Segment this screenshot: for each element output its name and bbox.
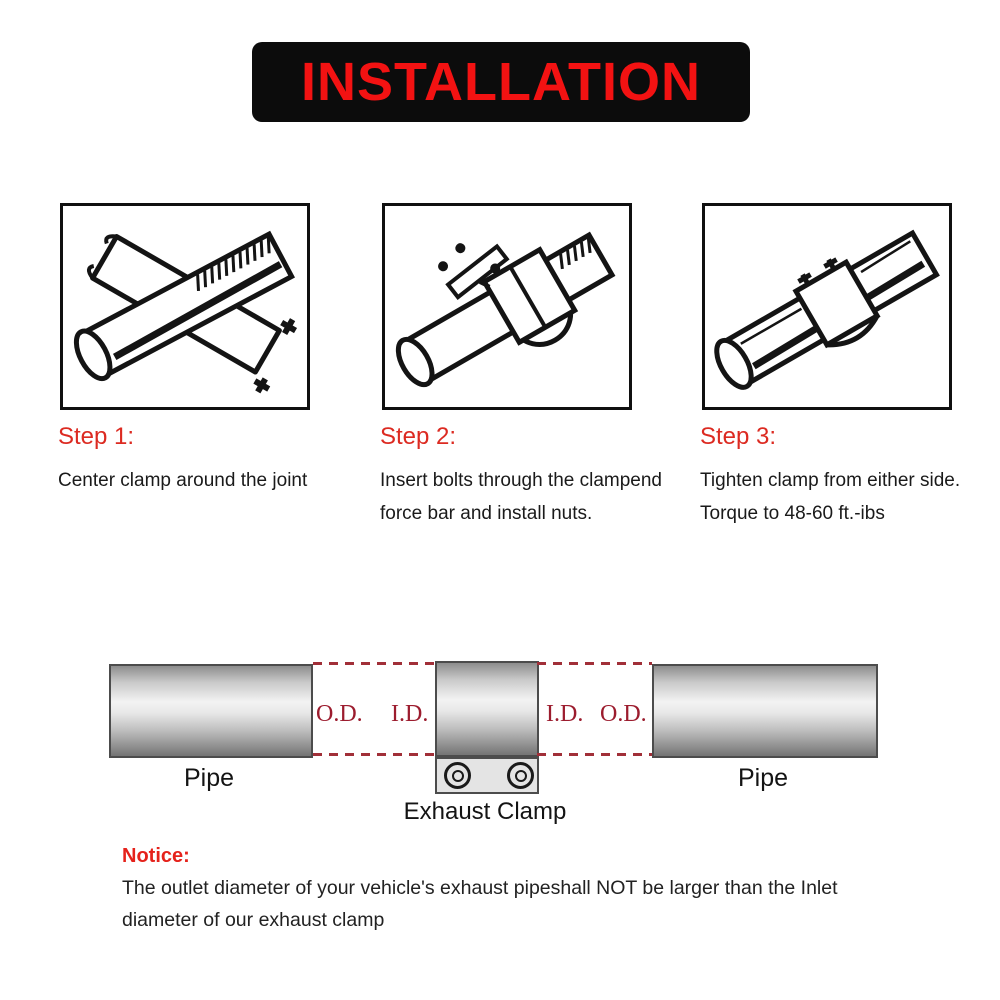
dashed-guide-line-bottom-left — [313, 753, 435, 756]
od-label-right: O.D. — [600, 701, 647, 727]
right-pipe-graphic — [652, 664, 878, 758]
clamp-bolt-end-icon — [507, 762, 534, 789]
step3-description-line1: Tighten clamp from either side. — [700, 470, 961, 491]
step1-label: Step 1: — [58, 423, 135, 450]
step3-description-line2: Torque to 48-60 ft.-ibs — [700, 503, 885, 524]
dashed-guide-line-top-right — [537, 662, 652, 665]
left-pipe-graphic — [109, 664, 313, 758]
notice-body — [122, 872, 838, 936]
id-label-left: I.D. — [391, 701, 429, 727]
id-label-right: I.D. — [546, 701, 584, 727]
step2-description-line2: force bar and install nuts. — [380, 503, 593, 524]
step2-label: Step 2: — [380, 423, 457, 450]
notice-line1: The outlet diameter of your vehicle's exhaust pipeshall NOT be larger than the Inlet — [122, 877, 838, 899]
od-label-left: O.D. — [316, 701, 363, 727]
clamp-bolt-core-icon — [515, 770, 527, 782]
dashed-guide-line-bottom-right — [537, 753, 652, 756]
exhaust-clamp-label: Exhaust Clamp — [403, 798, 567, 825]
step2-illustration-box — [382, 203, 632, 410]
step1-illustration — [63, 206, 307, 407]
banner-title: INSTALLATION — [301, 52, 701, 112]
step2-description — [380, 464, 662, 530]
exhaust-clamp-body-graphic — [435, 661, 539, 757]
step1-description — [58, 464, 307, 497]
step3-illustration-box — [702, 203, 952, 410]
step2-description-line1: Insert bolts through the clampend — [380, 470, 663, 491]
step3-label: Step 3: — [700, 423, 777, 450]
clamp-bolt-core-icon — [452, 770, 464, 782]
clamp-bolt-end-icon — [444, 762, 471, 789]
dashed-guide-line-top-left — [313, 662, 435, 665]
left-pipe-label: Pipe — [183, 764, 235, 792]
notice-line2: diameter of our exhaust clamp — [122, 909, 385, 931]
step1-illustration-box — [60, 203, 310, 410]
notice-heading: Notice: — [122, 845, 190, 867]
step2-illustration — [385, 206, 629, 407]
step3-description — [700, 464, 960, 530]
right-pipe-label: Pipe — [737, 764, 789, 792]
installation-banner — [252, 42, 750, 122]
step1-description-line1: Center clamp around the joint — [58, 470, 308, 491]
exhaust-clamp-bolt-band — [435, 757, 539, 794]
step3-illustration — [705, 206, 949, 407]
